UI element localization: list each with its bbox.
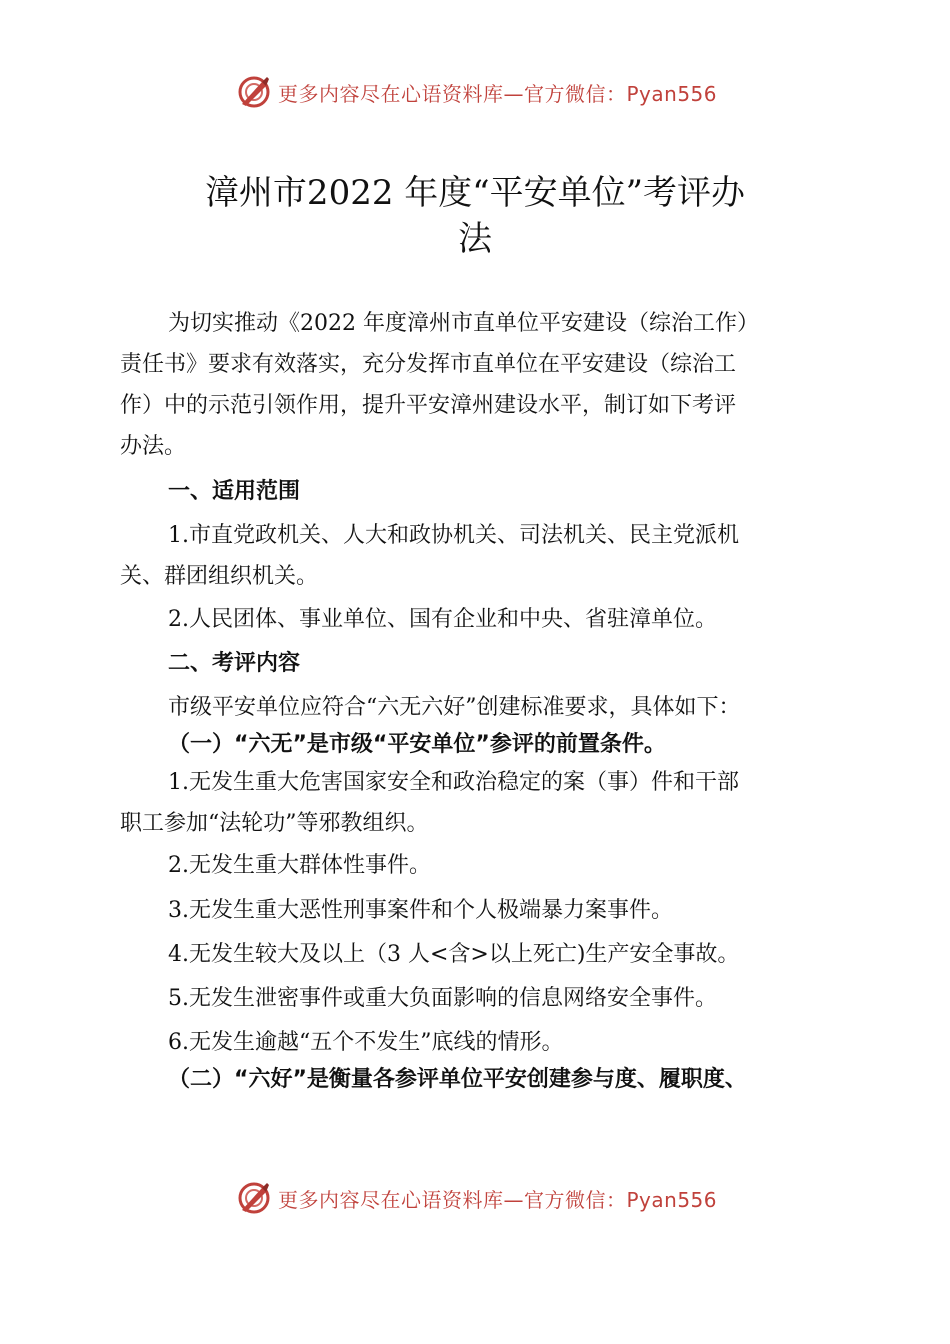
scope-item-1-line-2: 关、群团组织机关。 [120,564,319,589]
content-item-5: 5.无发生泄密事件或重大负面影响的信息网络安全事件。 [168,986,717,1011]
content-item-2: 2.无发生重大群体性事件。 [168,853,431,878]
pen-logo-icon [236,1180,272,1216]
content-item-1-line-2: 职工参加“法轮功”等邪教组织。 [120,811,429,836]
document-title [0,170,950,262]
banner-text: 更多内容尽在心语资料库—官方微信：Pyan556 [278,1187,718,1212]
title-line-2: 法 [458,219,492,259]
header-banner [236,72,717,112]
subheading-six-none: （一）“六无”是市级“平安单位”参评的前置条件。 [168,732,666,757]
scope-item-2: 2.人民团体、事业单位、国有企业和中央、省驻漳单位。 [168,607,717,632]
intro-line-2: 责任书》要求有效落实，充分发挥市直单位在平安建设（综治工 [120,352,737,377]
content-item-6: 6.无发生逾越“五个不发生”底线的情形。 [168,1030,564,1055]
section-heading-content: 二、考评内容 [168,651,301,676]
banner-text: 更多内容尽在心语资料库—官方微信：Pyan556 [278,81,718,106]
scope-item-1-line-1: 1.市直党政机关、人大和政协机关、司法机关、民主党派机 [168,523,739,548]
content-lead: 市级平安单位应符合“六无六好”创建标准要求，具体如下： [168,695,741,720]
subheading-six-good: （二）“六好”是衡量各参评单位平安创建参与度、履职度、 [168,1067,747,1092]
content-item-1-line-1: 1.无发生重大危害国家安全和政治稳定的案（事）件和干部 [168,770,739,795]
intro-line-1: 为切实推动《2022 年度漳州市直单位平安建设（综治工作） [168,311,759,336]
section-heading-scope: 一、适用范围 [168,479,301,504]
pen-logo-icon [236,74,272,110]
content-item-3: 3.无发生重大恶性刑事案件和个人极端暴力案事件。 [168,898,673,923]
footer-banner [236,1178,717,1218]
intro-line-4: 办法。 [120,434,187,459]
title-line-1: 漳州市2022 年度“平安单位”考评办 [204,173,746,213]
intro-line-3: 作）中的示范引领作用，提升平安漳州建设水平，制订如下考评 [120,393,737,418]
content-item-4: 4.无发生较大及以上（3 人<含>以上死亡)生产安全事故。 [168,942,740,967]
